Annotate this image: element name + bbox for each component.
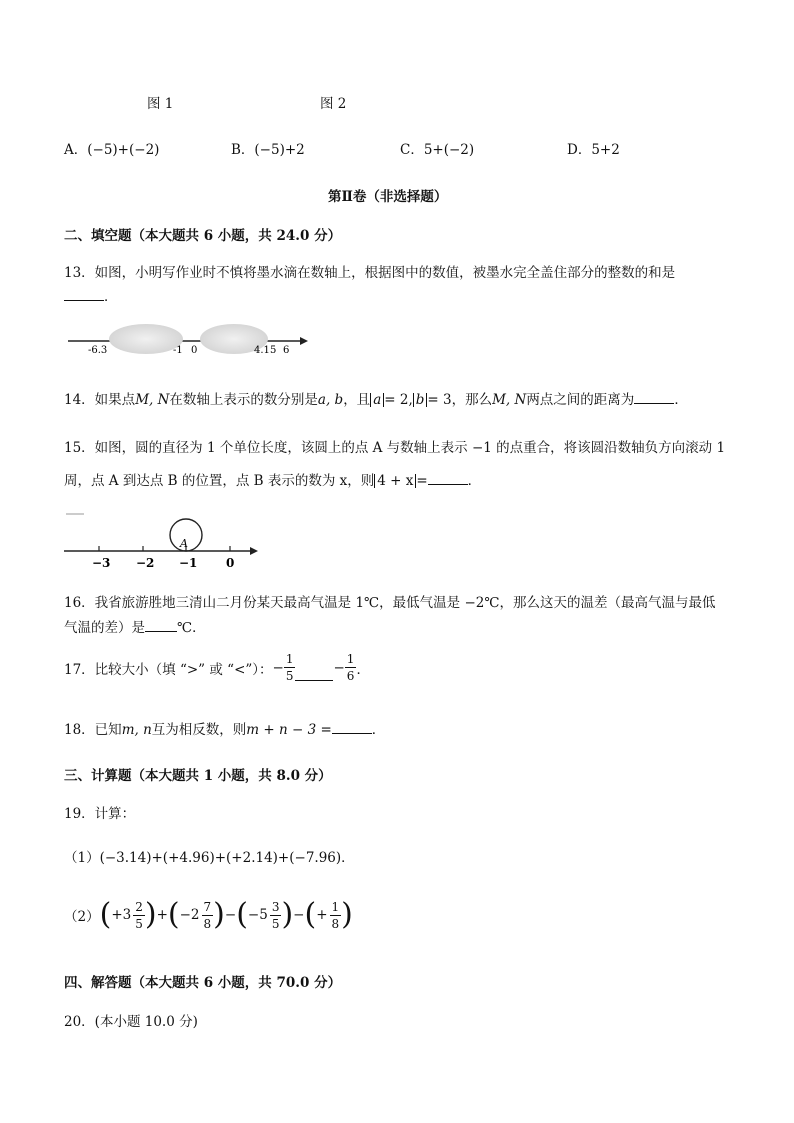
mixed-number-1: +3 $\frac{2}{5}$	[111, 899, 143, 931]
label-neg-3: −3	[92, 556, 111, 570]
figure-2-caption: 图 2	[320, 96, 347, 112]
question-14: 14．如果点M, N在数轴上表示的数分别是a, b，且 a = 2, b = 3，那么M, N两点之间的距离为 ．	[64, 392, 688, 408]
part-2-title: 第Ⅱ卷（非选择题）	[328, 189, 448, 205]
question-13-line-1: 13．如图，小明写作业时不慎将墨水滴在数轴上，根据图中的数值，被墨水完全盖住部分的整数的和是	[64, 265, 676, 281]
label-neg-1: -1	[173, 345, 183, 356]
option-a: A．(−5)+(−2)	[64, 142, 160, 158]
axis-arrow	[250, 547, 258, 555]
mixed-number-4: + $\frac{1}{8}$	[316, 899, 340, 931]
question-15-line-2: 周，点 A 到达点 B 的位置，点 B 表示的数为 x，则 4 + x = ．	[64, 473, 482, 489]
figure-1-caption: 图 1	[147, 96, 174, 112]
mixed-number-2: −2 $\frac{7}{8}$	[179, 899, 212, 931]
question-19-part-2: （2） ( +3 $\frac{2}{5}$ ) + ( −2 $\frac{7}{8}$ ) − ( −5 $\frac{3}{5}$ ) − ( + $\frac{1}{8}$ )	[64, 897, 353, 932]
label-4-1: 4.1	[254, 345, 270, 356]
question-17: 17．比较大小（填 “>” 或 “<”）： − $\frac{1}{5}$ − $\frac{1}{6}$ ．	[64, 652, 370, 683]
label-0: 0	[226, 556, 235, 570]
question-15-line-1: 15．如图，圆的直径为 1 个单位长度，该圆上的点 A 与数轴上表示 −1 的点重合，将该圆沿数轴负方向滚动 1	[64, 440, 726, 456]
rolling-circle-figure-15	[62, 510, 262, 574]
answer-blank-15	[428, 472, 468, 485]
abs-a: a	[370, 393, 384, 407]
section-3-title: 三、计算题（本大题共 1 小题，共 8.0 分）	[64, 768, 332, 784]
number-line-figure-13	[64, 322, 309, 360]
option-b: B．(−5)+2	[231, 142, 305, 158]
option-c: C．5+(−2)	[400, 142, 475, 158]
answer-blank-16	[145, 619, 177, 632]
fraction-one-fifth: $\frac{1}{5}$	[285, 652, 294, 683]
point-a-label: A	[180, 537, 188, 550]
axis-arrow	[300, 337, 308, 345]
label-neg-2: −2	[136, 556, 155, 570]
answer-blank-17	[295, 668, 333, 681]
question-13-end: ．	[104, 289, 118, 305]
question-13-line-2	[64, 285, 118, 305]
question-16-line-2: 气温的差）是 ℃．	[64, 620, 206, 636]
question-20-heading: 20．(本小题 10.0 分)	[64, 1014, 198, 1030]
label-6: 6	[283, 345, 290, 356]
ink-blot-left	[109, 324, 183, 354]
label-5: 5	[270, 345, 277, 356]
fraction-one-sixth: $\frac{1}{6}$	[346, 652, 355, 683]
answer-blank-14	[634, 391, 674, 404]
label-neg-6-3: -6.3	[88, 345, 108, 356]
question-19-title: 19．计算：	[64, 806, 136, 822]
option-d: D．5+2	[567, 142, 620, 158]
label-neg-1: −1	[179, 556, 198, 570]
section-4-title: 四、解答题（本大题共 6 小题，共 70.0 分）	[64, 975, 342, 991]
answer-blank-13	[64, 288, 104, 301]
answer-blank-18	[332, 721, 372, 734]
question-19-part-1: （1）(−3.14)+(+4.96)+(+2.14)+(−7.96)．	[64, 850, 355, 866]
section-2-title: 二、填空题（本大题共 6 小题，共 24.0 分）	[64, 228, 342, 244]
question-18: 18．已知m, n互为相反数，则m + n − 3 = ．	[64, 722, 386, 738]
mixed-number-3: −5 $\frac{3}{5}$	[247, 899, 280, 931]
label-0: 0	[191, 345, 198, 356]
abs-4-plus-x: 4 + x	[374, 474, 416, 488]
abs-b: b	[413, 393, 428, 407]
question-16-line-1: 16．我省旅游胜地三清山二月份某天最高气温是 1℃，最低气温是 −2℃，那么这天的温差（最高气温与最低	[64, 595, 716, 611]
